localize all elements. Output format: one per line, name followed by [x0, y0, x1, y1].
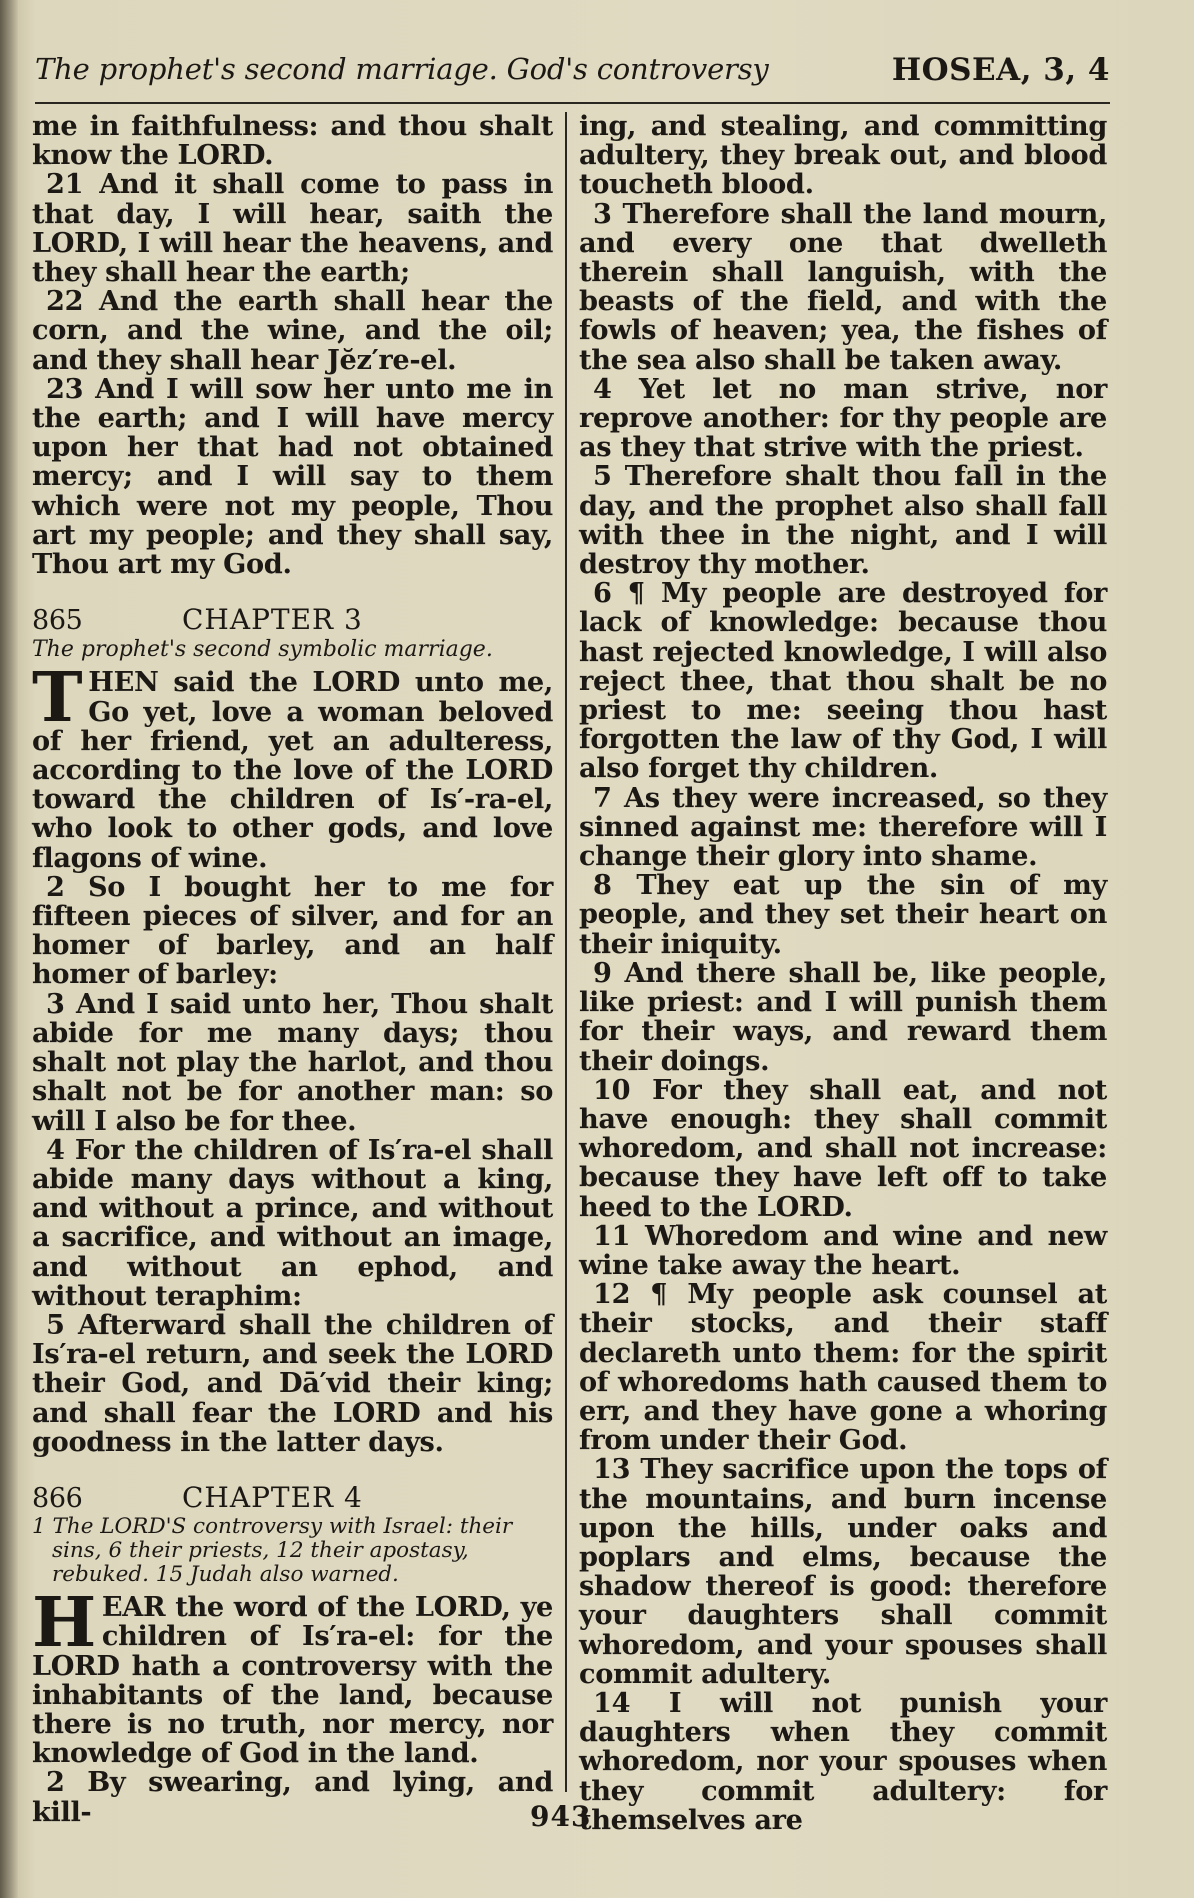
verse-4-10: 10 For they shall eat, and not have enough: they shall commit whoredom, and shall not increase: because they have left off to take heed to the LORD.	[579, 1073, 1107, 1223]
verse-4-12: 12 ¶ My people ask counsel at their stocks, and their staff declareth unto them: for the spirit of whoredoms hath caused them to err, and they have gone a whoring from under their God.	[579, 1278, 1107, 1457]
chapter-4-heading	[32, 1480, 553, 1514]
verse-continuation: ing, and stealing, and committing adultery, they break out, and blood toucheth blood.	[579, 110, 1107, 201]
verse-3-3: 3 And I said unto her, Thou shalt abide for me many days; thou shalt not play the harlot, and thou shalt not be for another man: so will I also be for thee.	[32, 987, 553, 1137]
book-spine-shadow	[0, 0, 18, 1898]
verse-4-14: 14 I will not punish your daughters when they commit whoredom, nor your spouses when they commit adultery: for themselves are	[579, 1686, 1107, 1836]
verse-2-21: 21 And it shall come to pass in that day, I will hear, saith the LORD, I will hear the heavens, and they shall hear the earth;	[32, 168, 553, 289]
verse-continuation: me in faithfulness: and thou shalt know the LORD.	[32, 110, 553, 172]
verse-4-8: 8 They eat up the sin of my people, and they set their heart on their iniquity.	[579, 869, 1107, 960]
verse-4-1	[32, 1583, 553, 1770]
running-head-right: HOSEA, 3, 4	[891, 52, 1110, 88]
verse-4-13: 13 They sacrifice upon the tops of the mountains, and burn incense upon the hills, under oaks and poplars and elms, because the shadow thereof is good: therefore your daughters shall commit whoredom, and your spouses shall commit adultery.	[579, 1453, 1107, 1690]
column-rule	[565, 112, 567, 1792]
verse-4-7: 7 As they were increased, so they sinned against me: therefore will I change their glory into shame.	[579, 781, 1107, 873]
chapter-3-number: 865	[32, 605, 83, 637]
chapter-4-title: CHAPTER 4	[182, 1480, 363, 1514]
chapter-4-number: 866	[32, 1482, 83, 1514]
verse-2-23: 23 And I will sow her unto me in the earth; and I will have mercy upon her that had not obtained mercy; and I will say to them which were not my people, Thou art my people; and they shall say, Thou art my God.	[32, 372, 553, 581]
verse-4-6: 6 ¶ My people are destroyed for lack of knowledge: because thou hast rejected knowledge, I will also reject thee, that thou shalt be no priest to me: seeing thou hast forgotten the law of thy God, I will also forget thy children.	[579, 577, 1107, 785]
chapter-3-summary: The prophet's second symbolic marriage.	[32, 637, 493, 663]
verse-3-1	[32, 658, 553, 874]
verse-3-1-text: HEN said the LORD unto me, Go yet, love a woman beloved of her friend, yet an adulteress, according to the love of the LORD toward the children of Is′-ra-el, who look to other gods, and love flagons of wine.	[32, 666, 553, 874]
verse-3-4: 4 For the children of Is′ra-el shall abide many days without a king, and without a prince, and without a sacrifice, and without an image, and without an ephod, and without teraphim:	[32, 1133, 553, 1312]
running-head	[35, 52, 1110, 104]
chapter-3-title: CHAPTER 3	[182, 603, 363, 637]
left-column	[32, 112, 553, 1827]
verse-2-22: 22 And the earth shall hear the corn, and the wine, and the oil; and they shall hear Jĕz′re-el.	[32, 285, 553, 376]
chapter-4-summary: 1 The LORD'S controversy with Israel: their sins, 6 their priests, 12 their apostasy, rebuked. 15 Judah also warned.	[32, 1514, 513, 1588]
verse-4-2-start: 2 By swearing, and lying, and kill-	[32, 1766, 553, 1828]
verse-4-9: 9 And there shall be, like people, like priest: and I will punish them for their ways, and reward them their doings.	[579, 956, 1107, 1077]
verse-4-5: 5 Therefore shalt thou fall in the day, and the prophet also shall fall with thee in the night, and I will destroy thy mother.	[579, 460, 1107, 581]
dropcap: H	[32, 1583, 96, 1664]
verse-3-5: 5 Afterward shall the children of Is′ra-el return, and seek the LORD their God, and Dā′vid their king; and shall fear the LORD and his goodness in the latter days.	[32, 1308, 553, 1458]
verse-4-11: 11 Whoredom and wine and new wine take away the heart.	[579, 1219, 1107, 1281]
right-column	[579, 112, 1107, 1835]
verse-4-1-text: EAR the word of the LORD, ye children of Is′ra-el: for the LORD hath a controversy with the inhabitants of the land, because there is no truth, nor mercy, nor knowledge of God in the land.	[32, 1591, 553, 1770]
verse-3-2: 2 So I bought her to me for fifteen pieces of silver, and for an homer of barley, and an half homer of barley:	[32, 870, 553, 991]
verse-4-3: 3 Therefore shall the land mourn, and every one that dwelleth therein shall languish, with the beasts of the field, and with the fowls of heaven; yea, the fishes of the sea also shall be taken away.	[579, 197, 1107, 376]
chapter-3-heading	[32, 605, 553, 635]
page-number: 943	[530, 1800, 592, 1833]
verse-4-4: 4 Yet let no man strive, nor reprove another: for thy people are as they that strive with the priest.	[579, 372, 1107, 464]
dropcap: T	[32, 658, 83, 739]
running-head-left: The prophet's second marriage. God's controversy	[35, 52, 769, 86]
